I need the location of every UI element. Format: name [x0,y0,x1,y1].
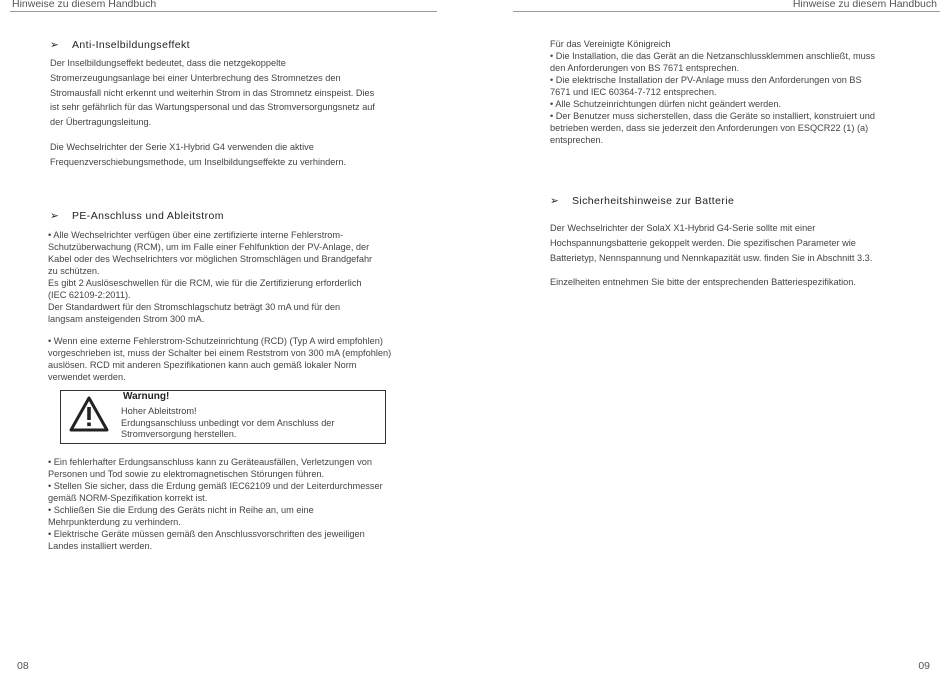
text-line: Stromerzeugungsanlage bei einer Unterbrechung des Stromnetzes den [50,72,341,83]
text-line: • Die Installation, die das Gerät an die Netzanschlussklemmen anschließt, muss [550,51,875,61]
text-line: Batterietyp, Nennspannung und Nennkapazität usw. finden Sie in Abschnitt 3.3. [550,252,873,263]
text-line: entsprechen. [550,135,604,145]
text-line: Stromversorgung herstellen. [121,429,237,439]
left-running-header: Hinweise zu diesem Handbuch [12,0,157,10]
anti-island-title: Anti-Inselbildungseffekt [72,39,190,51]
warning-text [121,406,381,441]
left-header-rule [10,11,437,12]
text-line: Die Wechselrichter der Serie X1-Hybrid G4 verwenden die aktive [50,142,314,152]
text-line: 7671 und IEC 60364-7-712 entsprechen. [550,87,717,97]
right-running-header: Hinweise zu diesem Handbuch [792,0,937,10]
text-line: • Der Benutzer muss sicherstellen, dass die Geräte so installiert, konstruiert und [550,111,875,121]
anti-island-heading [50,39,190,51]
page-number-right: 09 [918,660,930,672]
arrow-bullet-icon: ➢ [50,39,60,51]
text-line: • Alle Wechselrichter verfügen über eine zertifizierte interne Fehlerstrom- [48,230,344,240]
text-line: Frequenzverschiebungsmethode, um Inselbildungseffekte zu verhindern. [50,156,347,167]
warning-triangle-icon [69,396,109,432]
pe-block-2 [48,335,433,383]
battery-paragraph [550,221,920,265]
text-line: Erdungsanschluss unbedingt vor dem Anschluss der [121,417,335,428]
battery-heading [550,195,734,207]
battery-title: Sicherheitshinweise zur Batterie [572,195,735,207]
warning-title: Warnung! [123,391,170,402]
arrow-bullet-icon: ➢ [50,210,60,222]
warning-box [60,390,386,444]
arrow-bullet-icon: ➢ [550,195,560,207]
text-line: den Anforderungen von BS 7671 entsprechen. [550,63,739,73]
text-line: Hoher Ableitstrom! [121,406,197,416]
text-line: Es gibt 2 Auslöseschwellen für die RCM, wie für die Zertifizierung erforderlich [48,278,362,288]
text-line: Landes installiert werden. [48,541,153,551]
text-line: zu schützen. [48,266,100,276]
text-line: Mehrpunkterdung zu verhindern. [48,517,181,527]
text-line: Der Inselbildungseffekt bedeutet, dass die netzgekoppelte [50,58,286,68]
anti-island-note [50,140,430,170]
page-number-left: 08 [17,660,29,672]
text-line: Personen und Tod sowie zu elektromagnetischen Störungen führen. [48,469,325,479]
text-line: verwendet werden. [48,372,126,382]
text-line: langsam ansteigenden Strom 300 mA. [48,314,205,324]
text-line: Hochspannungsbatterie gekoppelt werden. Die spezifischen Parameter wie [550,237,856,248]
text-line: (IEC 62109-2:2011). [48,290,131,300]
text-line: Der Standardwert für den Stromschlagschutz beträgt 30 mA und für den [48,302,341,312]
text-line: ist sehr gefährlich für das Wartungspersonal und das Stromversorgungsnetz auf [50,102,375,113]
text-line: • Ein fehlerhafter Erdungsanschluss kann zu Geräteausfällen, Verletzungen von [48,457,372,467]
text-line: • Schließen Sie die Erdung des Geräts nicht in Reihe an, um eine [48,505,314,515]
grounding-block [48,456,433,552]
pe-block-1 [48,229,433,325]
text-line: Der Wechselrichter der SolaX X1-Hybrid G4-Serie sollte mit einer [550,223,816,233]
text-line: • Elektrische Geräte müssen gemäß den Anschlussvorschriften des jeweiligen [48,529,365,539]
text-line: vorgeschrieben ist, muss der Schalter bei einem Reststrom von 300 mA (empfohlen) [48,348,392,358]
text-line: gemäß NORM-Spezifikation korrekt ist. [48,493,208,503]
text-line: • Stellen Sie sicher, dass die Erdung gemäß IEC62109 und der Leiterdurchmesser [48,481,383,491]
text-line: Schutzüberwachung (RCM), um im Falle einer Fehlfunktion der PV-Anlage, der [48,242,370,252]
text-line: Stromausfall nicht erkennt und weiterhin Strom in das Stromnetz einspeist. Dies [50,87,375,98]
pe-heading [50,210,224,222]
text-line: betrieben werden, dass sie jederzeit den Anforderungen von ESQCR22 (1) (a) [550,123,869,133]
text-line: Für das Vereinigte Königreich [550,39,671,49]
pe-title: PE-Anschluss und Ableitstrom [72,210,224,222]
text-line: auslösen. RCD mit anderen Spezifikationen kann auch gemäß lokaler Norm [48,360,357,370]
battery-note: Einzelheiten entnehmen Sie bitte der entsprechenden Batteriespezifikation. [550,277,856,287]
uk-block [550,38,915,146]
text-line: • Wenn eine externe Fehlerstrom-Schutzeinrichtung (RCD) (Typ A wird empfohlen) [48,336,383,346]
text-line: • Die elektrische Installation der PV-Anlage muss den Anforderungen von BS [550,75,862,85]
text-line: Kabel oder des Wechselrichters vor möglichen Stromschlägen und Brandgefahr [48,254,373,264]
right-header-rule [513,11,940,12]
text-line: der Übertragungsleitung. [50,117,152,128]
anti-island-paragraph [50,56,430,130]
text-line: • Alle Schutzeinrichtungen dürfen nicht geändert werden. [550,99,782,109]
